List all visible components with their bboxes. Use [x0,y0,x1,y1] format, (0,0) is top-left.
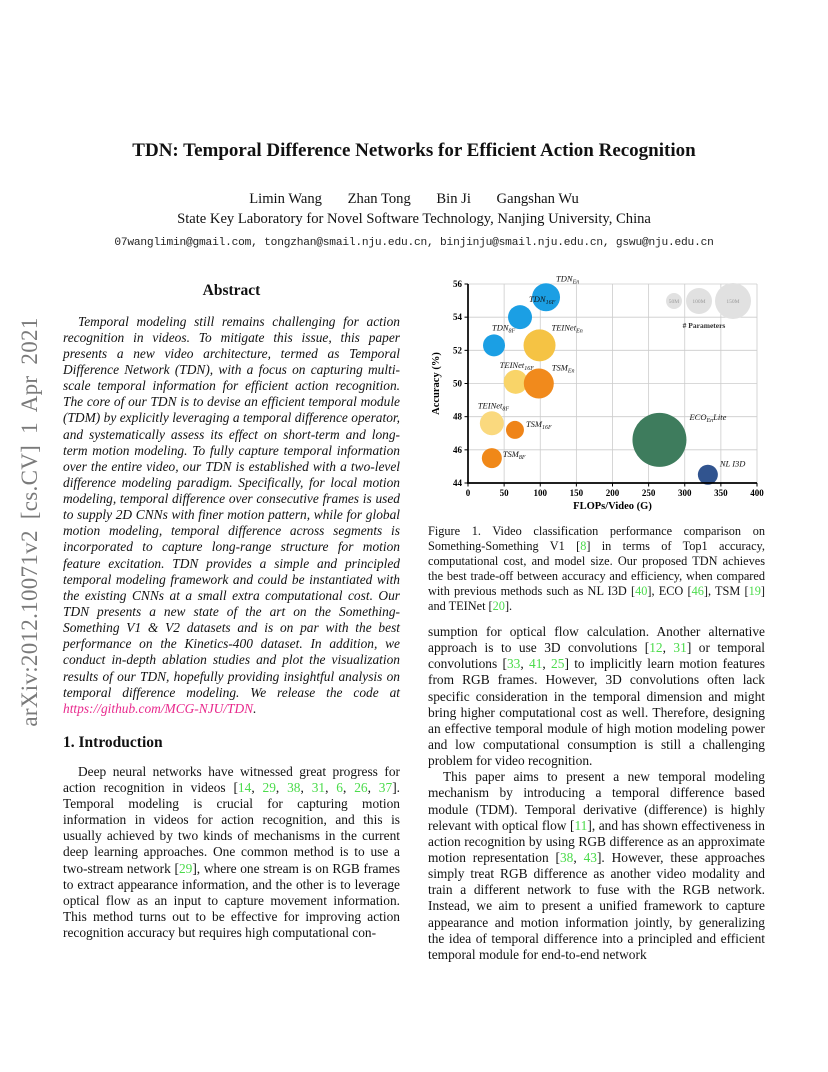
two-column-body [63,276,765,963]
abstract-body [63,314,400,718]
svg-text:TEINet16F: TEINet$_{16F}$ [499,359,534,372]
svg-text:NL I3D: NL I3D [719,458,746,469]
figure-1 [428,276,765,614]
svg-text:# Parameters: # Parameters [682,320,726,330]
author-name: Bin Ji [436,190,471,207]
svg-text:0: 0 [465,487,471,498]
abstract-period: . [253,700,257,716]
svg-text:150M: 150M [726,298,740,305]
paper-content [63,140,765,963]
svg-text:50: 50 [453,378,462,389]
svg-text:Accuracy (%): Accuracy (%) [431,352,442,415]
author-list [63,191,765,208]
author-name: Zhan Tong [347,190,411,207]
left-column [63,276,400,963]
arxiv-watermark: arXiv:2012.10071v2 [cs.CV] 1 Apr 2021 [17,317,42,727]
body-paragraph: This paper aims to present a new temporal modeling mechanism by introducing a temporal difference based module (TDM). Temporal derivative (difference) is highly relevant with optical flow [11], and has shown effectiveness in action recognition by using RGB difference as an approximate motion representation [38, 43]. However, these approaches simply treat RGB difference as another video modality and train a different network to fuse with the RGB network. Instead, we aim to present a unified framework to capture appearance and motion information jointly, by generalizing the idea of temporal difference into a principled and efficient temporal module for end-to-end network [428,769,766,962]
svg-text:56: 56 [453,278,462,289]
svg-text:100M: 100M [692,298,706,305]
abstract-text: Temporal modeling still remains challenging for action recognition in videos. To mitigate this issue, this paper presents a new video architecture, termed as Temporal Difference Network (TDN), with a focus on capturing multi-scale temporal information for efficient action recognition. The core of our TDN is to devise an efficient temporal module (TDM) by explicitly leveraging a temporal difference operator, and systematically assess its effect on short-term and long-term motion modeling. To fully capture temporal information over the entire video, our TDN is established with a two-level difference modeling paradigm. Specifically, for local motion modeling, temporal difference over consecutive frames is used to supply 2D CNNs with finer motion pattern, while for global motion modeling, temporal difference across segments is incorporated to capture long-range structure for motion feature excitation. TDN provides a simple and principled temporal modeling framework and could be instantiated with the existing CNNs at a small extra computational cost. Our TDN presents a new state of the art on the Something-Something V1 & V2 datasets and is on par with the best performance on the Kinetics-400 dataset. In addition, we conduct in-depth ablation studies and plot the visualization results of our TDN, hopefully providing insightful analysis on temporal difference modeling. We release the code at [63,313,400,700]
intro-paragraph: Deep neural networks have witnessed great progress for action recognition in videos [14, 29, 38, 31, 6, 26, 37]. Temporal modeling is crucial for capturing motion information in videos for action recognition, and this is usually achieved by two kinds of mechanisms in the current deep learning approaches. One common method is to use a two-stream network [29], where one stream is on RGB frames to extract appearance information, and the other is to leverage optical flow as an input to capture movement information. This method turns out to be effective for improving action recognition accuracy but requires high computational con- [63,763,400,941]
svg-text:FLOPs/Video (G): FLOPs/Video (G) [573,500,652,512]
svg-text:TSMEn: $TSM_{En}$ [551,362,575,375]
svg-text:TDN16F: $TDN_{16F}$ [529,294,556,307]
abstract-heading: Abstract [202,281,261,299]
figure1-chart [428,276,765,513]
svg-text:350: 350 [714,487,728,498]
svg-text:44: 44 [453,477,462,488]
svg-text:TDN8F: $TDN_{8F}$ [492,322,516,335]
svg-text:250: 250 [641,487,656,498]
abstract-paragraph [63,314,400,718]
svg-text:46: 46 [453,444,462,455]
author-emails: 07wanglimin@gmail.com, tongzhan@smail.nju.edu.cn, binjinju@smail.nju.edu.cn, gswu@nju.edu.cn [114,236,714,249]
right-column-text [428,624,765,963]
svg-text:TEINet8F: TEINet$_{8F}$ [477,400,510,413]
figure1-caption: Figure 1. Video classification performance comparison on Something-Something V1 [8] in terms of Top1 accuracy, computational cost, and model size. Our proposed TDN achieves the best trade-off between accuracy and efficiency, when compared with previous methods such as NL I3D [40], ECO [46], TSM [19] and TEINet [20]. [428,523,765,613]
section-heading-introduction: 1. Introduction [63,734,163,752]
svg-text:50M: 50M [668,298,680,305]
svg-text:54: 54 [453,312,462,323]
svg-text:TSM8F: $TSM_{8F}$ [502,448,526,461]
svg-text:TEINetEn: TEINet$_{En}$ [551,322,583,335]
svg-text:50: 50 [499,487,509,498]
svg-text:100: 100 [533,487,547,498]
svg-text:TDNEn: $TDN_{En}$ [556,275,580,286]
svg-text:200: 200 [605,487,620,498]
svg-text:TSM16F: $TSM_{16F}$ [525,418,552,431]
svg-text:48: 48 [453,411,462,422]
affiliation: State Key Laboratory for Novel Software Technology, Nanjing University, China [177,210,651,227]
paper-title: TDN: Temporal Difference Networks for Efficient Action Recognition [132,140,696,161]
svg-text:300: 300 [678,487,692,498]
right-column [428,276,765,963]
body-paragraph: sumption for optical flow calculation. Another alternative approach is to use 3D convolutions [12, 31] or temporal convolutions [33, 41, 25] to implicitly learn motion features from RGB frames. However, 3D convolutions often lack specific consideration in the temporal dimension and might bring higher computational cost as well. Therefore, designing an effective temporal module of high motion modeling power and low computational consumption is still a challenging problem for video recognition. [428,623,765,769]
svg-text:ECOEnLite: $ECO_{En}Lite$ [689,411,727,424]
code-repo-link[interactable]: https://github.com/MCG-NJU/TDN [63,700,254,716]
svg-text:400: 400 [750,487,764,498]
svg-text:52: 52 [453,345,462,356]
author-name: Gangshan Wu [496,190,579,207]
author-name: Limin Wang [249,190,322,207]
svg-text:150: 150 [569,487,584,498]
